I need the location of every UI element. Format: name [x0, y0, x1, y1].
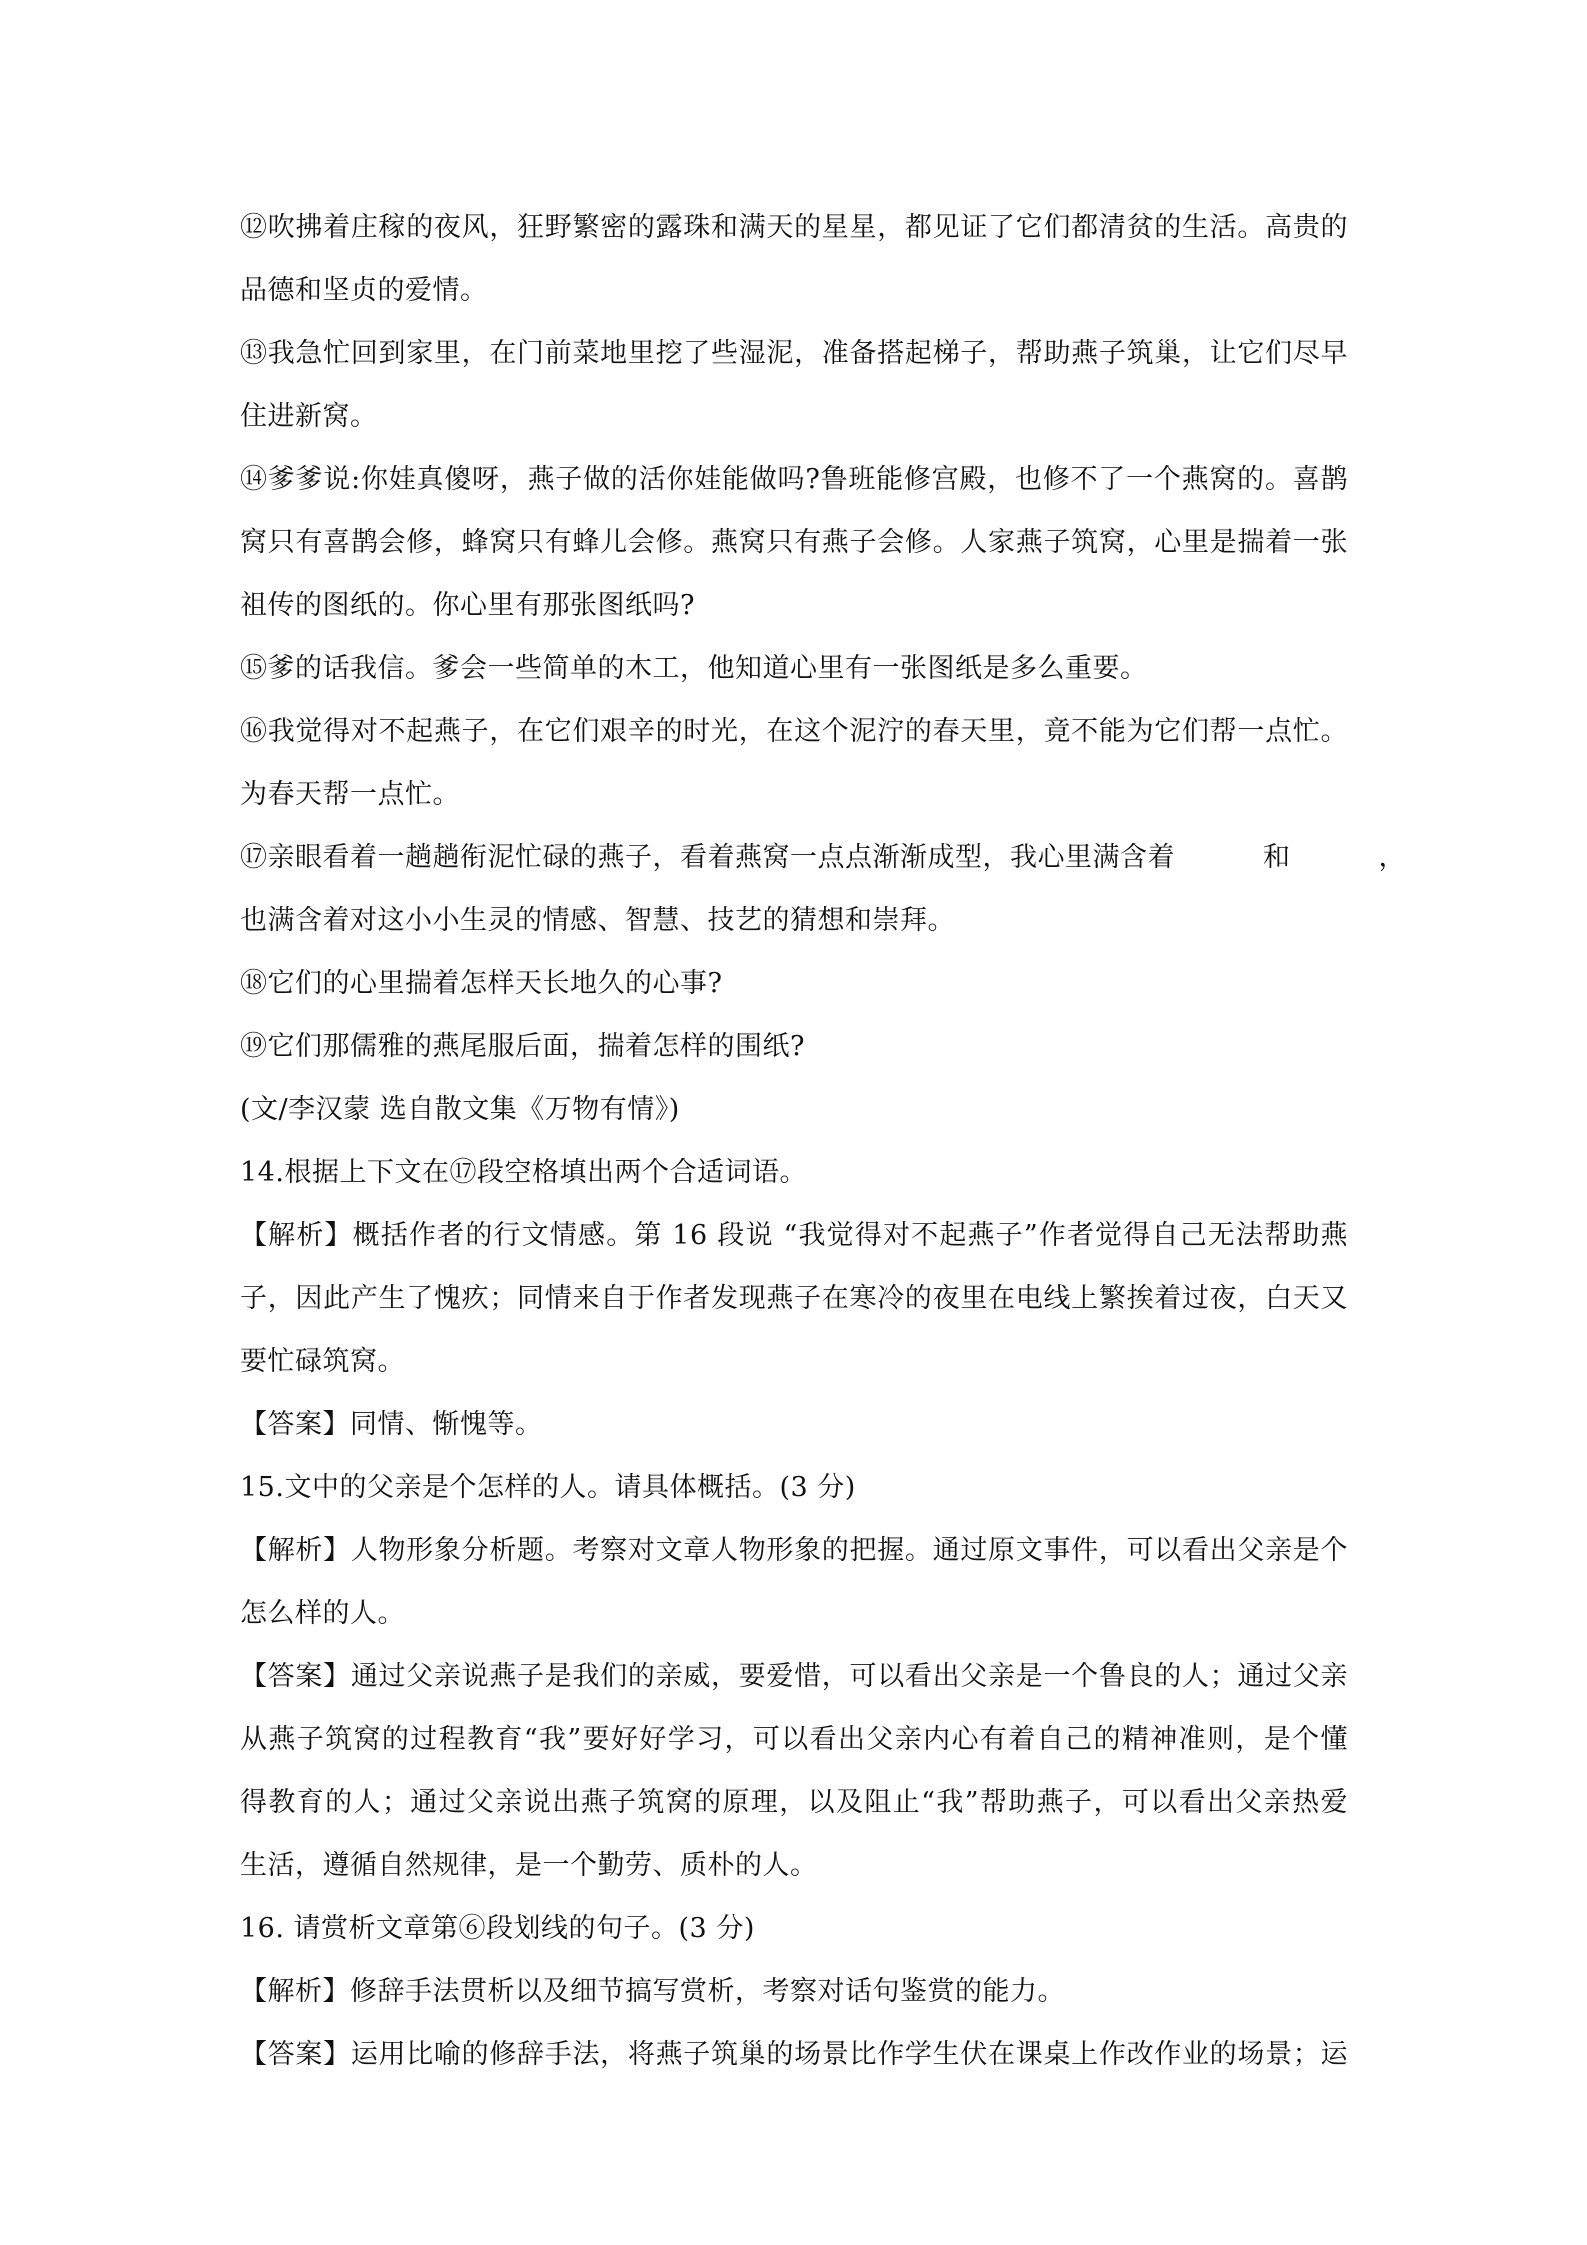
text-line-p14-l2: 窝只有喜鹊会修，蜂窝只有蜂儿会修。燕窝只有燕子会修。人家燕子筑窝，心里是揣着一张 — [240, 527, 1348, 558]
text-line-p14-l1: ⑭爹爹说:你娃真傻呀，燕子做的活你娃能做吗?鲁班能修宫殿，也修不了一个燕窝的。喜鹊 — [240, 464, 1348, 495]
paragraph-17-line-1 — [240, 826, 1406, 889]
paragraph-17-comma: ， — [1378, 842, 1406, 873]
text-line-q15-answer-l3: 得教育的人；通过父亲说出燕子筑窝的原理，以及阻止“我”帮助燕子，可以看出父亲热爱 — [240, 1787, 1348, 1818]
text-line-q14-answer: 【答案】同情、惭愧等。 — [240, 1409, 543, 1440]
passage-block-b — [240, 952, 1348, 2086]
text-line-q15: 15.文中的父亲是个怎样的人。请具体概括。(3 分) — [240, 1472, 856, 1503]
paragraph-17-text: ⑰亲眼看着一趟趟衔泥忙碌的燕子，看着燕窝一点点渐渐成型，我心里满含着 — [240, 842, 1175, 873]
text-line-p13-l1: ⑬我急忙回到家里，在门前菜地里挖了些湿泥，准备搭起梯子，帮助燕子筑巢，让它们尽早 — [240, 338, 1348, 369]
text-line-p16-l2: 为春天帮一点忙。 — [240, 779, 460, 810]
text-line-q14-analysis-l3: 要忙碌筑窝。 — [240, 1346, 405, 1377]
text-line-q16: 16. 请赏析文章第⑥段划线的句子。(3 分) — [240, 1913, 755, 1944]
text-line-q14-analysis-l2: 子，因此产生了愧疚；同情来自于作者发现燕子在寒冷的夜里在电线上繁挨着过夜，白天又 — [240, 1283, 1348, 1314]
text-line-p19-l1: ⑲它们那儒雅的燕尾服后面，揣着怎样的围纸? — [240, 1031, 805, 1062]
text-line-p12-l1: ⑫吹拂着庄稼的夜风，狂野繁密的露珠和满天的星星，都见证了它们都清贫的生活。高贵的 — [240, 212, 1348, 243]
text-line-p13-l2: 住进新窝。 — [240, 401, 378, 432]
text-line-q15-answer-l4: 生活，遵循自然规律，是一个勤劳、质朴的人。 — [240, 1850, 818, 1881]
text-line-q15-answer-l1: 【答案】通过父亲说燕子是我们的亲威，要爱惜，可以看出父亲是一个鲁良的人；通过父亲 — [240, 1661, 1348, 1692]
text-line-p16-l1: ⑯我觉得对不起燕子，在它们艰辛的时光，在这个泥泞的春天里，竟不能为它们帮一点忙。 — [240, 716, 1348, 747]
paragraph-17-line-2: 也满含着对这小小生灵的情感、智慧、技艺的猜想和崇拜。 — [240, 905, 955, 936]
text-line-q16-answer-l1: 【答案】运用比喻的修辞手法，将燕子筑巢的场景比作学生伏在课桌上作改作业的场景；运 — [240, 2039, 1348, 2070]
text-line-q14: 14.根据上下文在⑰段空格填出两个合适词语。 — [240, 1157, 807, 1188]
text-line-q16-analysis: 【解析】修辞手法贯析以及细节搞写赏析，考察对话句鉴赏的能力。 — [240, 1976, 1065, 2007]
text-line-source: (文/李汉蒙 选自散文集《万物有情》) — [240, 1094, 680, 1125]
text-line-p18-l1: ⑱它们的心里揣着怎样天长地久的心事? — [240, 968, 723, 999]
text-line-p15-l1: ⑮爹的话我信。爹会一些简单的木工，他知道心里有一张图纸是多么重要。 — [240, 653, 1148, 684]
text-line-q14-analysis-l1: 【解析】概括作者的行文情感。第 16 段说 “我觉得对不起燕子”作者觉得自己无法帮助燕 — [240, 1220, 1348, 1251]
text-line-q15-answer-l2: 从燕子筑窝的过程教育“我”要好好学习，可以看出父亲内心有着自己的精神准则，是个懂 — [240, 1724, 1348, 1755]
paragraph-17-conjunction: 和 — [1263, 842, 1291, 873]
text-line-p12-l2: 品德和坚贞的爱情。 — [240, 275, 488, 306]
document-page — [240, 196, 1406, 2086]
text-line-q15-analysis-l2: 怎么样的人。 — [240, 1598, 405, 1629]
text-line-p14-l3: 祖传的图纸的。你心里有那张图纸吗? — [240, 590, 695, 621]
text-line-q15-analysis-l1: 【解析】人物形象分析题。考察对文章人物形象的把握。通过原文事件，可以看出父亲是个 — [240, 1535, 1348, 1566]
passage-block-a — [240, 196, 1348, 826]
